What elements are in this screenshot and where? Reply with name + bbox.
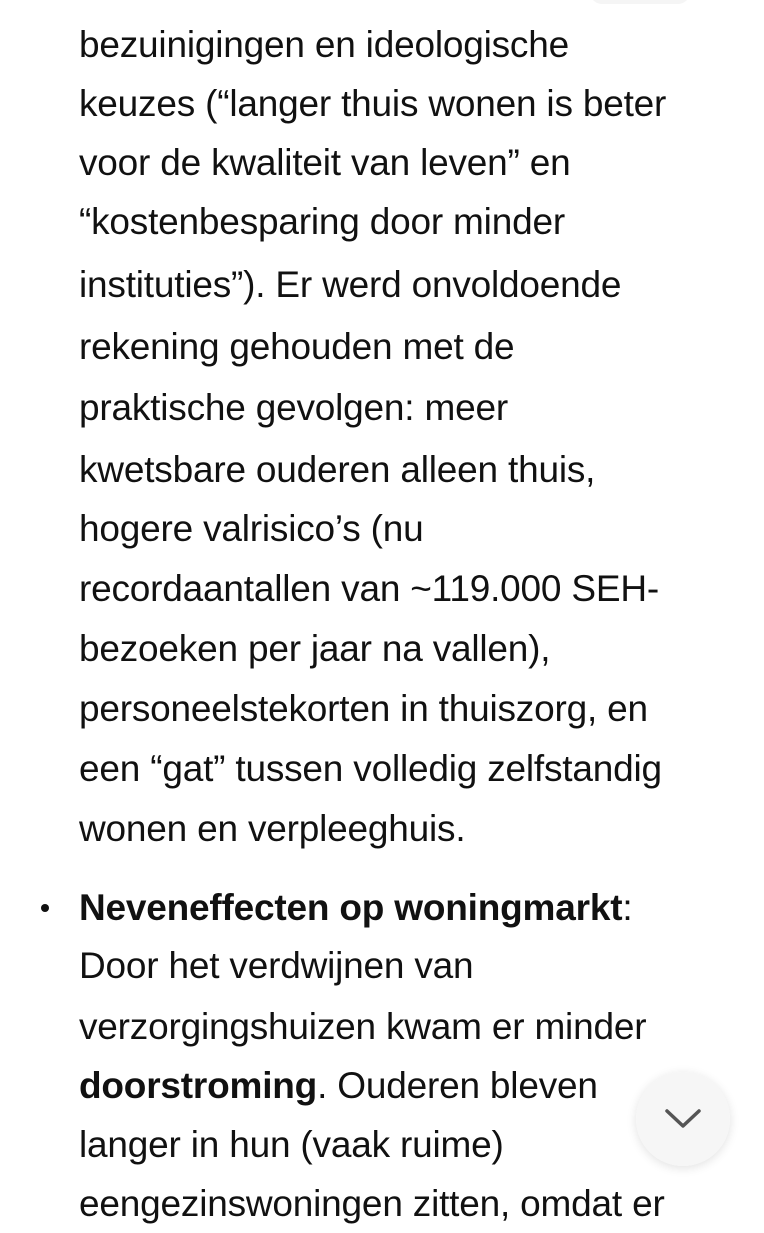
paragraph-line: een “gat” tussen volledig zelfstandig	[79, 748, 662, 789]
paragraph-line: kwetsbare ouderen alleen thuis,	[79, 449, 596, 490]
bullet-line-rest: . Ouderen bleven	[317, 1065, 598, 1106]
scroll-to-bottom-button[interactable]	[636, 1072, 730, 1166]
paragraph-line: praktische gevolgen: meer	[79, 387, 508, 428]
bullet-heading-suffix: :	[622, 887, 633, 928]
paragraph-line: voor de kwaliteit van leven” en	[79, 142, 571, 183]
bullet-line: langer in hun (vaak ruime)	[79, 1124, 504, 1165]
top-bar-edge	[590, 0, 690, 4]
chevron-down-icon	[663, 1107, 703, 1131]
paragraph-line: hogere valrisico’s (nu	[79, 508, 424, 549]
bullet-dot	[41, 904, 49, 912]
paragraph-line: “kostenbesparing door minder	[79, 201, 565, 242]
bullet-line: Door het verdwijnen van	[79, 945, 474, 986]
paragraph-line: personeelstekorten in thuiszorg, en	[79, 688, 648, 729]
bullet-line: verzorgingshuizen kwam er minder	[79, 1006, 647, 1047]
bullet-heading-line	[79, 879, 632, 937]
paragraph-line: wonen en verpleeghuis.	[79, 808, 466, 849]
paragraph-line: recordaantallen van ~119.000 SEH-	[79, 568, 659, 609]
paragraph-line: instituties”). Er werd onvoldoende	[79, 264, 622, 305]
paragraph-line: bezoeken per jaar na vallen),	[79, 628, 551, 669]
bullet-line-partial: eengezinswoningen zitten, omdat er	[79, 1183, 665, 1224]
bullet-line	[79, 1057, 598, 1115]
paragraph-line: rekening gehouden met de	[79, 326, 515, 367]
paragraph-line: bezuinigingen en ideologische	[79, 24, 569, 65]
bold-term: doorstroming	[79, 1065, 318, 1106]
paragraph-line: keuzes (“langer thuis wonen is beter	[79, 83, 667, 124]
bullet-heading: Neveneffecten op woningmarkt	[79, 887, 623, 928]
